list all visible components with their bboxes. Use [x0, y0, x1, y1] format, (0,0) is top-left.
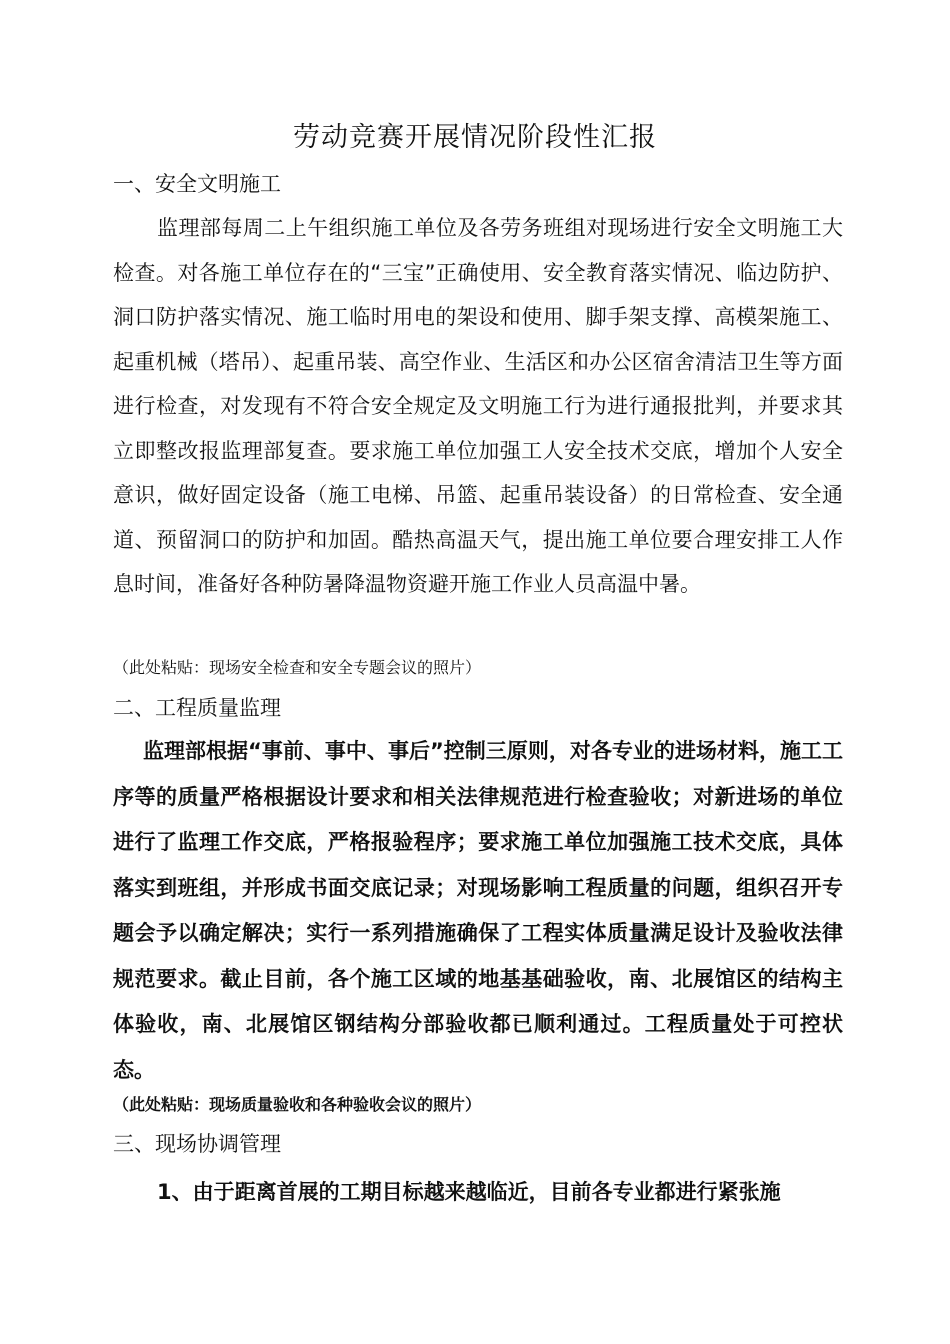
section-heading-safety: 一、安全文明施工	[113, 172, 281, 196]
section-heading-coordination: 三、现场协调管理	[113, 1132, 281, 1156]
section-item-coordination-1: 1、由于距离首展的工期目标越来越临近，目前各专业都进行紧张施	[157, 1180, 781, 1204]
section-heading-quality: 二、工程质量监理	[113, 696, 281, 720]
section-body-quality: 监理部根据“事前、事中、事后”控制三原则，对各专业的进场材料，施工工序等的质量严格根据设计要求和相关法律规范进行检查验收；对新进场的单位进行了监理工作交底，严格报验程序；要求施工单位加强施工技术交底，具体落实到班组，并形成书面交底记录；对现场影响工程质量的问题，组织召开专题会予以确定解决；实行一系列措施确保了工程实体质量满足设计及验收法律规范要求。截止目前，各个施工区域的地基基础验收，南、北展馆区的结构主体验收，南、北展馆区钢结构分部验收都已顺利通过。工程质量处于可控状态。	[113, 739, 843, 1082]
photo-note-safety: （此处粘贴：现场安全检查和安全专题会议的照片）	[113, 658, 482, 677]
document-title: 劳动竞赛开展情况阶段性汇报	[293, 122, 657, 153]
section-body-safety: 监理部每周二上午组织施工单位及各劳务班组对现场进行安全文明施工大检查。对各施工单位存在的“三宝”正确使用、安全教育落实情况、临边防护、洞口防护落实情况、施工临时用电的架设和使用、脚手架支撑、高模架施工、起重机械（塔吊）、起重吊装、高空作业、生活区和办公区宿舍清洁卫生等方面进行检查，对发现有不符合安全规定及文明施工行为进行通报批判，并要求其立即整改报监理部复查。要求施工单位加强工人安全技术交底，增加个人安全意识，做好固定设备（施工电梯、吊篮、起重吊装设备）的日常检查、安全通道、预留洞口的防护和加固。酷热高温天气，提出施工单位要合理安排工人作息时间，准备好各种防暑降温物资避开施工作业人员高温中暑。	[113, 216, 843, 596]
photo-note-quality: （此处粘贴：现场质量验收和各种验收会议的照片）	[113, 1095, 482, 1114]
